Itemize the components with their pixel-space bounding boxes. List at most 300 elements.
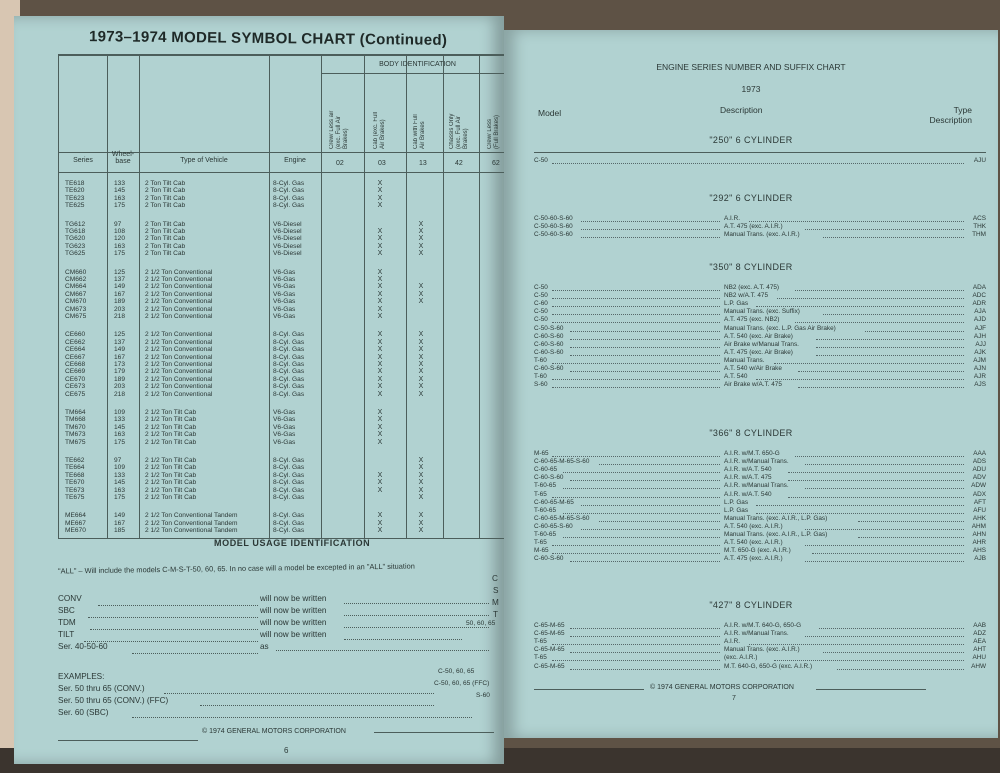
cell-type: 2 1/2 Ton Conventional: [145, 290, 213, 298]
engine-code: ADZ: [973, 630, 986, 638]
cell-wb: 149: [114, 512, 126, 520]
body-mark: X: [377, 471, 383, 479]
engine-code: AJF: [974, 324, 986, 332]
body-col-code-42: 42: [455, 160, 463, 167]
leader-dots: [805, 545, 964, 546]
engine-model: C-50: [534, 308, 548, 316]
engine-description: A.I.R. w/Manual Trans.: [724, 482, 789, 490]
cell-series: CM662: [65, 276, 87, 283]
cell-series: TM664: [65, 409, 86, 416]
body-mark: X: [418, 250, 424, 258]
cell-wb: 218: [114, 313, 126, 320]
cell-series: TM673: [65, 431, 86, 439]
usage-term-tilt: TILT: [58, 630, 75, 639]
cell-wb: 173: [114, 361, 126, 368]
cell-engine: V6-Gas: [273, 268, 296, 276]
body-mark: X: [418, 494, 424, 501]
cell-type: 2 Ton Tilt Cab: [145, 202, 186, 210]
engine-code: AHN: [972, 531, 986, 538]
usage-text-tilt: will now be written: [260, 630, 327, 639]
leader-dots: [774, 363, 965, 364]
engine-description: NB2 (exc. A.T. 475): [724, 284, 780, 291]
usage-code-sbc: M: [492, 598, 499, 607]
engine-code: THM: [972, 231, 986, 239]
usage-text-ser: as: [260, 642, 269, 651]
engine-row: [534, 316, 986, 324]
usage-term-tdm: TDM: [58, 618, 76, 627]
cell-engine: 8-Cyl. Gas: [273, 471, 305, 479]
cell-series: TG618: [65, 228, 86, 235]
engine-code: ADW: [971, 482, 986, 490]
cell-type: 2 1/2 Ton Conventional: [145, 390, 213, 398]
leader-dots: [552, 497, 720, 498]
engine-row: [534, 466, 986, 474]
cell-engine: V6-Diesel: [273, 242, 302, 250]
engine-description: A.T. 540 w/Air Brake: [724, 365, 782, 372]
cell-series: CE662: [65, 338, 86, 346]
engine-row: [534, 515, 986, 523]
engine-model: T-65: [534, 638, 547, 646]
leader-dots: [552, 363, 720, 364]
engine-row: [534, 357, 986, 365]
leader-dots: [563, 472, 720, 473]
body-mark: X: [377, 361, 383, 368]
right-footer: © 1974 GENERAL MOTORS CORPORATION: [650, 684, 794, 691]
engine-code: AHM: [971, 522, 986, 530]
engine-code: AHR: [972, 539, 986, 547]
cell-type: 2 1/2 Ton Tilt Cab: [145, 494, 197, 501]
cell-engine: 8-Cyl. Gas: [273, 180, 305, 187]
leader-dots: [795, 322, 965, 323]
engine-code: AHT: [973, 646, 986, 654]
cell-engine: 8-Cyl. Gas: [273, 457, 305, 464]
leader-dots: [552, 456, 720, 457]
example-2: Ser. 50 thru 65 (CONV.) (FFC): [58, 696, 169, 705]
cell-wb: 108: [114, 228, 126, 235]
leader-dots: [552, 545, 720, 546]
engine-model: C-50-S-60: [534, 324, 564, 332]
engine-code: AEA: [973, 638, 986, 646]
cell-series: CE670: [65, 375, 86, 383]
engine-row: [534, 458, 986, 466]
engine-model: M-65: [534, 547, 549, 555]
engine-row: [534, 646, 986, 654]
leader-dots: [795, 456, 965, 457]
leader-dots: [570, 331, 720, 332]
leader-dots: [788, 480, 965, 481]
engine-description: M.T. 650-G (exc. A.I.R.): [724, 547, 791, 555]
engine-model: T-60: [534, 373, 547, 381]
cell-engine: V6-Gas: [273, 416, 296, 424]
engine-description: L.P. Gas: [724, 506, 749, 514]
cell-engine: 8-Cyl. Gas: [273, 390, 305, 398]
body-mark: X: [377, 479, 383, 487]
leader-dots: [788, 472, 965, 473]
engine-row: [534, 373, 986, 381]
all-note: "ALL" – Will include the models C-M-S-T-50, 60, 65. In no case will a model be excepted in an "ALL" situation: [57, 561, 415, 576]
body-mark: X: [418, 383, 424, 391]
body-mark: X: [377, 519, 383, 527]
col-model-header: Model: [538, 108, 562, 118]
engine-code: AFT: [973, 498, 986, 506]
engine-row: [534, 349, 986, 357]
usage-term-sbc: SBC: [58, 606, 75, 615]
cell-type: 2 1/2 Ton Conventional: [145, 361, 213, 368]
engine-description: NB2 w/A.T. 475: [724, 292, 769, 300]
leader-dots: [858, 537, 965, 538]
leader-dots: [805, 229, 964, 230]
cell-series: CM670: [65, 298, 87, 306]
cell-wb: 203: [114, 383, 126, 391]
cell-series: CE667: [65, 353, 86, 361]
left-page-number: 6: [284, 746, 289, 755]
cell-wb: 167: [114, 290, 126, 298]
engine-description: A.I.R. w/Manual Trans.: [724, 458, 789, 466]
engine-row: [534, 630, 986, 638]
cell-wb: 145: [114, 423, 126, 431]
cell-series: CE668: [65, 361, 86, 368]
cell-engine: V6-Gas: [273, 290, 296, 298]
engine-model: C-60-65-M-65-S-60: [534, 458, 590, 466]
engine-description: A.I.R. w/Manual Trans.: [724, 630, 789, 638]
cell-series: CE664: [65, 346, 86, 354]
cell-wb: 179: [114, 368, 126, 376]
engine-model: C-50-60-S-60: [534, 231, 573, 239]
leader-dots: [581, 229, 720, 230]
cell-wb: 163: [114, 194, 126, 202]
engine-row: [534, 622, 986, 630]
cell-engine: V6-Diesel: [273, 250, 302, 258]
cell-engine: 8-Cyl. Gas: [273, 331, 305, 339]
cell-series: TE668: [65, 471, 85, 479]
section-heading: "292" 6 CYLINDER: [709, 193, 793, 203]
engine-model: C-50: [534, 157, 548, 164]
engine-description: A.T. 540 (exc. Air Brake): [724, 332, 793, 340]
usage-code-tilt: 50, 60, 65: [466, 620, 496, 627]
engine-row: [534, 341, 986, 349]
leader-dots: [805, 529, 964, 530]
leader-dots: [823, 237, 965, 238]
cell-series: CM664: [65, 283, 87, 291]
body-mark: X: [377, 338, 383, 346]
cell-wb: 163: [114, 486, 126, 494]
leader-dots: [570, 355, 720, 356]
cell-type: 2 1/2 Ton Conventional: [145, 368, 213, 376]
engine-description: Manual Trans. (exc. A.I.R.): [724, 231, 800, 239]
body-mark: X: [377, 409, 383, 416]
engine-description: Manual Trans. (exc. A.I.R., L.P. Gas): [724, 514, 828, 522]
engine-description: A.I.R. w/M.T. 640-G, 650-G: [724, 622, 802, 629]
cell-wb: 125: [114, 268, 126, 276]
cell-engine: V6-Gas: [273, 276, 296, 283]
leader-dots: [798, 387, 964, 388]
cell-engine: 8-Cyl. Gas: [273, 353, 305, 361]
body-mark: X: [377, 313, 383, 320]
cell-type: 2 1/2 Ton Conventional Tandem: [145, 512, 238, 520]
leader-dots: [805, 464, 964, 465]
section-heading: "350" 8 CYLINDER: [709, 262, 793, 272]
body-mark: X: [377, 187, 383, 195]
leader-dots: [552, 314, 720, 315]
cell-type: 2 1/2 Ton Conventional: [145, 268, 213, 276]
body-mark: X: [377, 202, 383, 210]
body-col-code-62: 62: [492, 160, 500, 167]
engine-row: [534, 474, 986, 482]
engine-chart-title: ENGINE SERIES NUMBER AND SUFFIX CHART: [656, 62, 846, 72]
cell-type: 2 Ton Tilt Cab: [145, 235, 186, 243]
cell-wb: 149: [114, 283, 126, 291]
cell-series: ME670: [65, 527, 86, 535]
body-mark: X: [377, 390, 383, 398]
body-mark: X: [377, 298, 383, 306]
engine-row: [534, 531, 986, 539]
body-mark: X: [418, 368, 424, 376]
body-mark: X: [418, 457, 424, 464]
cell-series: TM675: [65, 438, 86, 446]
cell-series: TG625: [65, 250, 86, 258]
cell-type: 2 1/2 Ton Tilt Cab: [145, 457, 197, 464]
leader-dots: [570, 652, 720, 653]
leader-dots: [798, 371, 964, 372]
engine-row: [534, 333, 986, 341]
engine-code: AJR: [973, 373, 986, 381]
cell-engine: V6-Gas: [273, 305, 296, 313]
cell-engine: V6-Gas: [273, 283, 296, 291]
cell-engine: 8-Cyl. Gas: [273, 368, 305, 376]
body-mark: X: [418, 235, 424, 243]
cell-wb: 189: [114, 375, 126, 383]
body-mark: X: [418, 512, 424, 520]
cell-series: ME664: [65, 512, 86, 520]
body-mark: X: [418, 519, 424, 527]
cell-series: TE623: [65, 194, 85, 202]
usage-title: MODEL USAGE IDENTIFICATION: [214, 538, 371, 548]
leader-dots: [823, 652, 965, 653]
cell-wb: 167: [114, 519, 126, 527]
leader-dots: [552, 379, 720, 380]
body-col-code-03: 03: [378, 160, 386, 167]
body-mark: X: [377, 438, 383, 446]
engine-description: L.P. Gas: [724, 300, 749, 308]
engine-model: C-50-60-S-60: [534, 223, 573, 231]
leader-dots: [563, 488, 720, 489]
usage-code-conv: S: [493, 586, 499, 595]
leader-dots: [756, 513, 964, 514]
cell-series: CE669: [65, 368, 86, 376]
engine-code: ADR: [972, 300, 986, 308]
cell-engine: 8-Cyl. Gas: [273, 519, 305, 527]
cell-engine: V6-Diesel: [273, 235, 302, 243]
engine-model: M-65: [534, 450, 549, 457]
cell-wb: 145: [114, 187, 126, 195]
cell-series: TE618: [65, 180, 85, 187]
cell-engine: 8-Cyl. Gas: [273, 375, 305, 383]
engine-description: A.I.R.: [724, 215, 740, 222]
cell-series: CE673: [65, 383, 86, 391]
cell-wb: 109: [114, 409, 126, 416]
body-mark: X: [377, 512, 383, 520]
engine-code: AHK: [972, 514, 986, 522]
cell-type: 2 1/2 Ton Tilt Cab: [145, 416, 197, 424]
cell-type: 2 Ton Tilt Cab: [145, 228, 186, 235]
leader-dots: [581, 221, 720, 222]
leader-dots: [812, 553, 964, 554]
cell-type: 2 1/2 Ton Conventional Tandem: [145, 519, 238, 527]
body-mark: X: [418, 346, 424, 354]
engine-model: C-50: [534, 292, 548, 300]
engine-code: AJD: [973, 316, 986, 324]
cell-engine: 8-Cyl. Gas: [273, 527, 305, 535]
cell-type: 2 1/2 Ton Tilt Cab: [145, 471, 197, 479]
cell-series: TE625: [65, 202, 85, 210]
leader-dots: [816, 339, 965, 340]
engine-model: C-60-S-60: [534, 365, 564, 372]
body-mark: X: [377, 276, 383, 283]
example-3-code: S-60: [476, 692, 490, 699]
cell-type: 2 1/2 Ton Tilt Cab: [145, 431, 197, 439]
engine-row: [534, 491, 986, 499]
leader-dots: [552, 660, 720, 661]
engine-row: [534, 499, 986, 507]
engine-code: AHU: [972, 654, 986, 662]
leader-dots: [795, 290, 965, 291]
leader-dots: [777, 298, 964, 299]
body-mark: X: [418, 220, 424, 228]
engine-model: C-50: [534, 284, 548, 291]
example-1-code: C-50, 60, 65: [438, 668, 475, 675]
engine-code: AJS: [974, 381, 986, 389]
engine-description: Manual Trans.: [724, 356, 765, 364]
cell-type: 2 1/2 Ton Conventional: [145, 383, 213, 391]
leader-dots: [756, 306, 964, 307]
cell-engine: V6-Gas: [273, 313, 296, 320]
engine-code: AFU: [973, 506, 986, 514]
engine-model: T-60: [534, 356, 547, 364]
leader-dots: [563, 513, 720, 514]
cell-series: CE675: [65, 390, 86, 398]
leader-dots: [823, 314, 965, 315]
example-3: Ser. 60 (SBC): [58, 708, 109, 717]
cell-wb: 125: [114, 331, 126, 339]
body-mark: X: [418, 353, 424, 361]
body-mark: X: [377, 305, 383, 313]
engine-code: ADC: [972, 292, 986, 300]
engine-row: [534, 292, 986, 300]
cell-type: 2 1/2 Ton Tilt Cab: [145, 409, 197, 416]
cell-series: CM673: [65, 305, 87, 313]
engine-description: Manual Trans. (exc. A.I.R.): [724, 646, 800, 654]
leader-dots: [552, 298, 720, 299]
cell-wb: 218: [114, 390, 126, 398]
engine-model: C-65-M-65: [534, 646, 565, 654]
engine-description: A.I.R. w/A.T. 540: [724, 466, 772, 474]
leader-dots: [805, 561, 964, 562]
engine-row: [534, 507, 986, 515]
body-col-desc-13: Cab with Full Air Brakes: [413, 114, 426, 149]
leader-dots: [756, 505, 964, 506]
engine-description: A.I.R.: [724, 638, 740, 646]
leader-dots: [552, 553, 720, 554]
engine-code: AJM: [973, 356, 986, 364]
cell-engine: V6-Diesel: [273, 220, 302, 228]
col-wheelbase-header: Wheel- base: [111, 151, 135, 165]
body-mark: X: [377, 527, 383, 535]
engine-row: [534, 231, 986, 239]
engine-code: ADU: [972, 466, 986, 474]
body-mark: X: [377, 242, 383, 250]
usage-text-conv: will now be written: [260, 594, 327, 603]
leader-dots: [749, 221, 964, 222]
engine-description: Air Brake w/Manual Trans.: [724, 340, 799, 348]
body-mark: X: [377, 250, 383, 258]
leader-dots: [865, 331, 965, 332]
cell-engine: V6-Gas: [273, 438, 296, 446]
body-mark: X: [377, 368, 383, 376]
engine-row: [534, 663, 986, 671]
cell-wb: 189: [114, 298, 126, 306]
usage-term-conv: CONV: [58, 594, 82, 603]
engine-code: AJU: [973, 157, 986, 164]
engine-model: C-60-S-60: [534, 340, 564, 348]
leader-dots: [581, 529, 720, 530]
engine-code: AHW: [971, 662, 986, 670]
body-mark: X: [418, 486, 424, 494]
cell-engine: V6-Diesel: [273, 228, 302, 235]
engine-row: [534, 215, 986, 223]
cell-type: 2 1/2 Ton Conventional: [145, 276, 213, 283]
leader-dots: [570, 371, 720, 372]
leader-dots: [805, 488, 964, 489]
cell-type: 2 Ton Tilt Cab: [145, 194, 186, 202]
engine-model: C-65-M-65: [534, 630, 565, 638]
cell-engine: 8-Cyl. Gas: [273, 464, 305, 472]
cell-type: 2 1/2 Ton Conventional: [145, 375, 213, 383]
engine-model: T-60-65: [534, 506, 557, 514]
leader-dots: [552, 306, 720, 307]
body-col-code-02: 02: [336, 160, 344, 167]
cell-engine: 8-Cyl. Gas: [273, 494, 305, 501]
cell-type: 2 1/2 Ton Conventional: [145, 346, 213, 354]
engine-code: ADX: [972, 490, 986, 498]
cell-type: 2 1/2 Ton Tilt Cab: [145, 479, 197, 487]
body-mark: X: [377, 290, 383, 298]
cell-wb: 133: [114, 416, 126, 424]
engine-model: C-65-M-65: [534, 622, 565, 629]
section-heading: "366" 8 CYLINDER: [709, 428, 793, 438]
engine-model: C-60-S-60: [534, 474, 564, 482]
body-col-desc-62: Crew/ Less (Full Brakes): [487, 114, 500, 149]
engine-model: C-60-65-M-65-S-60: [534, 514, 590, 522]
engine-model: C-60-65: [534, 466, 558, 474]
cell-engine: 8-Cyl. Gas: [273, 361, 305, 368]
body-mark: X: [377, 423, 383, 431]
left-footer: © 1974 GENERAL MOTORS CORPORATION: [202, 728, 346, 735]
body-mark: X: [377, 431, 383, 439]
engine-description: A.I.R. w/A.T. 540: [724, 490, 772, 498]
body-mark: X: [418, 290, 424, 298]
engine-row: [534, 284, 986, 292]
engine-description: A.T. 475 (exc. A.I.R.): [724, 555, 783, 563]
cell-wb: 175: [114, 202, 126, 210]
cell-wb: 120: [114, 235, 126, 243]
body-mark: X: [418, 361, 424, 368]
engine-code: AAA: [973, 450, 986, 457]
col-description-header: Description: [720, 105, 763, 115]
leader-dots: [552, 644, 720, 645]
leader-dots: [552, 290, 720, 291]
cell-type: 2 1/2 Ton Conventional: [145, 338, 213, 346]
col-type-description-header: Type Description: [929, 105, 972, 125]
